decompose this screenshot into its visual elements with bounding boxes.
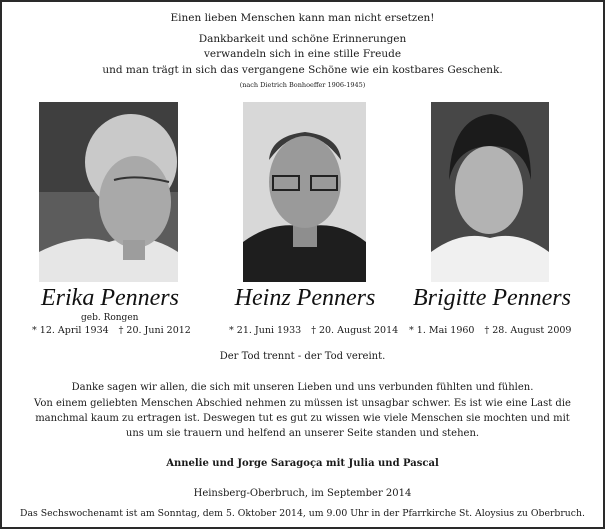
name-brigitte-penners: Brigitte Penners	[413, 285, 571, 311]
death-date-erika: † 20. Juni 2012	[118, 325, 191, 336]
place-and-date: Heinsberg-Oberbruch, im September 2014	[193, 488, 412, 499]
signers: Annelie und Jorge Saragoça mit Julia und Pascal	[166, 458, 439, 469]
birth-date-brigitte: * 1. Mai 1960	[409, 325, 475, 336]
death-date-brigitte: † 28. August 2009	[484, 325, 572, 336]
name-erika-penners: Erika Penners	[41, 285, 179, 311]
photo-brigitte-penners	[431, 102, 549, 282]
photo-erika-penners	[39, 102, 178, 282]
birth-date-heinz: * 21. Juni 1933	[229, 325, 302, 336]
death-date-heinz: † 20. August 2014	[311, 325, 399, 336]
name-heinz-penners: Heinz Penners	[234, 285, 376, 311]
thanks-line-4: uns um sie trauern und helfend an unserer Seite standen und stehen.	[125, 428, 480, 439]
thanks-line-2: Von einem geliebten Menschen Abschied nehmen zu müssen ist unsagbar schwer. Es ist wie eine Last die	[34, 398, 571, 409]
birth-date-erika: * 12. April 1934	[32, 325, 109, 336]
thanks-line-1: Danke sagen wir allen, die sich mit unseren Lieben und uns verbunden fühlten und fühlen.	[71, 382, 534, 393]
photo-heinz-penners	[243, 102, 366, 282]
quote-line-1: Dankbarkeit und schöne Erinnerungen	[198, 33, 407, 45]
motto: Der Tod trennt - der Tod vereint.	[219, 351, 386, 362]
thanks-line-3: manchmal kaum zu ertragen ist. Deswegen tut es gut zu wissen wie viele Menschen sie mochten und mit	[35, 413, 570, 424]
opening-line: Einen lieben Menschen kann man nicht ersetzen!	[170, 12, 435, 24]
quote-line-3: und man trägt in sich das vergangene Schöne wie ein kostbares Geschenk.	[102, 64, 503, 76]
service-notice: Das Sechswochenamt ist am Sonntag, dem 5. Oktober 2014, um 9.00 Uhr in der Pfarrkirche St. Aloysius zu Oberbruch.	[20, 508, 585, 519]
quote-attribution: (nach Dietrich Bonhoeffer 1906-1945)	[239, 81, 366, 89]
birth-name-erika: geb. Rongen	[81, 313, 139, 323]
dates-brigitte	[409, 325, 571, 336]
dates-erika	[32, 325, 191, 336]
dates-heinz	[229, 325, 398, 336]
quote-line-2: verwandeln sich in eine stille Freude	[203, 48, 402, 60]
